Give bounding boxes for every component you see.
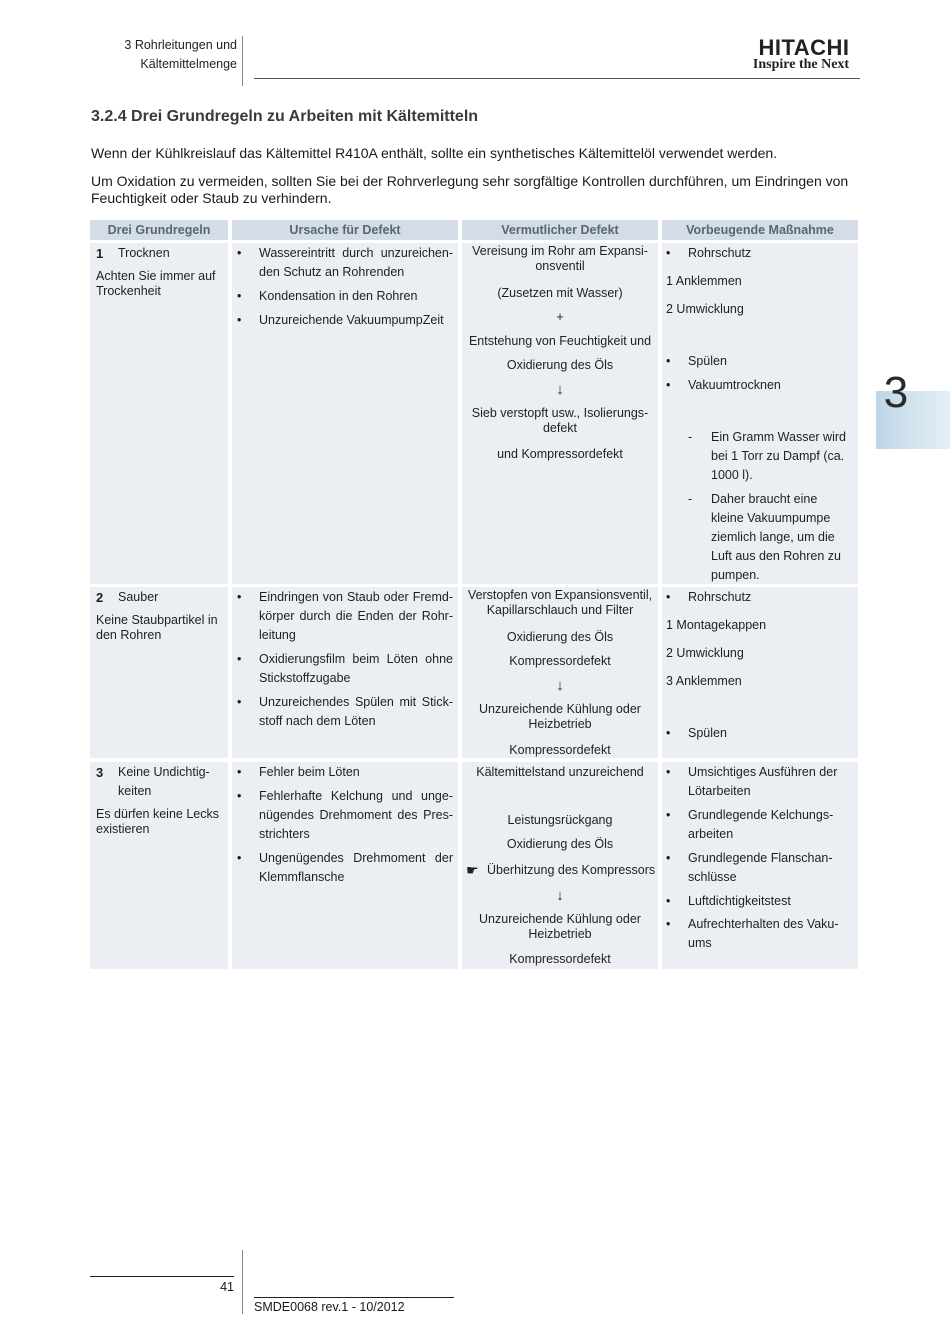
cause-item: Unzureichendes Spülen mit Stick-stoff nach dem Löten xyxy=(259,695,453,728)
rule-name: Sauber xyxy=(118,590,159,604)
defect-line: Unzureichende Kühlung oder Heizbetrieb xyxy=(479,912,641,941)
defect-line: Sieb verstopft usw., Isolierungs-defekt xyxy=(471,406,649,435)
cause-item: Ungenügendes Drehmoment der Klemmflansche xyxy=(259,851,453,884)
defect-line: Überhitzung des Kompressors xyxy=(487,863,656,877)
measure-item: Spülen xyxy=(688,726,727,740)
rule-description: Achten Sie immer auf Trockenheit xyxy=(96,269,216,298)
rule-number: 2 xyxy=(96,590,104,605)
bullet-icon: • xyxy=(666,765,671,779)
defect-line: + xyxy=(556,310,564,324)
column-header-cause: Ursache für Defekt xyxy=(232,220,458,240)
arrow-down-icon: ↓ xyxy=(556,887,564,904)
bullet-icon: • xyxy=(237,289,242,303)
arrow-down-icon: ↓ xyxy=(556,381,564,398)
footer-divider xyxy=(242,1250,243,1314)
oxidation-paragraph: Um Oxidation zu vermeiden, sollten Sie bei der Rohrverlegung sehr sorgfältige Kontrollen durchführen, um Eindringen von Feuchtigkeit oder Staub zu verhindern. xyxy=(91,173,849,206)
section-title: 3.2.4 Drei Grundregeln zu Arbeiten mit Kältemitteln xyxy=(91,108,479,125)
arrow-down-icon: ↓ xyxy=(556,677,564,694)
measure-step: 1 Anklemmen xyxy=(666,274,742,288)
cause-item: Wassereintritt durch unzureichen-den Schutz an Rohrenden xyxy=(259,246,453,279)
column-header-rules: Drei Grundregeln xyxy=(90,220,228,240)
bullet-icon: • xyxy=(666,917,671,931)
measure-step: 2 Umwicklung xyxy=(666,302,744,316)
bullet-icon: • xyxy=(237,789,242,803)
bullet-icon: • xyxy=(237,695,242,709)
table-cell-cause xyxy=(232,587,458,758)
measure-item: Vakuumtrocknen xyxy=(688,378,781,392)
header-rule xyxy=(254,78,860,79)
bullet-icon: • xyxy=(237,765,242,779)
measure-item: Grundlegende Kelchungs-arbeiten xyxy=(688,808,834,841)
cause-item: Fehlerhafte Kelchung und unge-nügendes Drehmoment des Pres-strichters xyxy=(259,789,453,841)
hitachi-logo: HITACHI xyxy=(758,35,850,60)
column-header-measure: Vorbeugende Maßnahme xyxy=(662,220,858,240)
column-header-defect: Vermutlicher Defekt xyxy=(462,220,658,240)
measure-item: Rohrschutz xyxy=(688,590,752,604)
defect-line: Unzureichende Kühlung oder Heizbetrieb xyxy=(479,702,641,731)
bullet-icon: • xyxy=(666,378,671,392)
cause-item: Fehler beim Löten xyxy=(259,765,360,779)
chapter-title-line2: Kältemittelmenge xyxy=(140,57,237,71)
table-cell-defect xyxy=(462,587,658,758)
defect-line: Kompressordefekt xyxy=(509,952,611,966)
measure-detail: Daher braucht eine kleine Vakuumpumpe ziemlich lange, um die Luft aus den Rohren zu pumpen. xyxy=(711,492,841,582)
measure-step: 3 Anklemmen xyxy=(666,674,742,688)
bullet-icon: • xyxy=(666,894,671,908)
dash-icon: - xyxy=(688,492,693,506)
defect-line: (Zusetzen mit Wasser) xyxy=(497,286,623,300)
measure-step: 2 Umwicklung xyxy=(666,646,744,660)
defect-line: Kältemittelstand unzureichend xyxy=(476,765,644,779)
bullet-icon: • xyxy=(666,246,671,260)
bullet-icon: • xyxy=(666,590,671,604)
rule-description: Es dürfen keine Lecks existieren xyxy=(96,807,219,836)
measure-item: Aufrechterhalten des Vaku-ums xyxy=(688,917,839,950)
cause-item: Oxidierungsfilm beim Löten ohne Stickstoffzugabe xyxy=(259,652,453,685)
intro-paragraph: Wenn der Kühlkreislauf das Kältemittel R410A enthält, sollte ein synthetisches Kältemittelöl verwendet werden. xyxy=(91,145,778,161)
defect-line: Leistungsrückgang xyxy=(507,813,613,827)
defect-line: Oxidierung des Öls xyxy=(506,837,614,851)
measure-item: Umsichtiges Ausführen der Lötarbeiten xyxy=(688,765,838,798)
rule-name: Keine Undichtig-keiten xyxy=(118,765,210,798)
measure-item: Grundlegende Flanschan-schlüsse xyxy=(688,851,833,884)
document-reference: SMDE0068 rev.1 - 10/2012 xyxy=(254,1300,405,1314)
bullet-icon: • xyxy=(237,652,242,666)
page-number: 41 xyxy=(220,1280,234,1294)
measure-detail: Ein Gramm Wasser wird bei 1 Torr zu Dampf (ca. 1000 l). xyxy=(711,430,846,482)
dash-icon: - xyxy=(688,430,693,444)
table-cell-measure xyxy=(662,762,858,969)
footer-rule-right xyxy=(254,1297,454,1298)
table-cell-measure xyxy=(662,243,858,584)
bullet-icon: • xyxy=(666,726,671,740)
rule-description: Keine Staubpartikel in den Rohren xyxy=(96,613,218,642)
bullet-icon: • xyxy=(237,246,242,260)
table-cell-rule xyxy=(90,243,228,584)
table-cell-rule xyxy=(90,762,228,969)
measure-item: Spülen xyxy=(688,354,727,368)
defect-line: Verstopfen von Expansionsventil, Kapillarschlauch und Filter xyxy=(467,588,653,617)
cause-item: Unzureichende VakuumpumpZeit xyxy=(259,313,444,327)
measure-step: 1 Montagekappen xyxy=(666,618,767,632)
defect-line: Kompressordefekt xyxy=(509,654,611,668)
defect-line: Oxidierung des Öls xyxy=(506,630,614,644)
table-cell-cause xyxy=(232,762,458,969)
bullet-icon: • xyxy=(237,590,242,604)
table-cell-measure xyxy=(662,587,858,758)
chapter-title-line1: 3 Rohrleitungen und xyxy=(124,38,237,52)
rule-number: 3 xyxy=(96,765,104,780)
defect-line: Kompressordefekt xyxy=(509,743,611,757)
logo-tagline: Inspire the Next xyxy=(752,57,850,72)
table-cell-defect xyxy=(462,762,658,969)
pointing-hand-icon: ☛ xyxy=(466,862,479,878)
chapter-tab-number: 3 xyxy=(883,368,909,417)
rule-name: Trocknen xyxy=(118,246,170,260)
table-cell-defect xyxy=(462,243,658,584)
bullet-icon: • xyxy=(666,808,671,822)
defect-line: und Kompressordefekt xyxy=(497,447,623,461)
rule-number: 1 xyxy=(96,246,104,261)
running-header xyxy=(100,36,237,74)
bullet-icon: • xyxy=(237,851,242,865)
measure-item: Rohrschutz xyxy=(688,246,752,260)
bullet-icon: • xyxy=(666,354,671,368)
measure-item: Luftdichtigkeitstest xyxy=(688,894,791,908)
header-divider xyxy=(242,36,243,86)
bullet-icon: • xyxy=(666,851,671,865)
footer-rule-left xyxy=(90,1276,234,1277)
table-cell-rule xyxy=(90,587,228,758)
cause-item: Kondensation in den Rohren xyxy=(259,289,418,303)
table-cell-cause xyxy=(232,243,458,584)
defect-line: Vereisung im Rohr am Expansi-onsventil xyxy=(472,244,648,273)
cause-item: Eindringen von Staub oder Fremd-körper durch die Enden der Rohr-leitung xyxy=(259,590,453,642)
bullet-icon: • xyxy=(237,313,242,327)
defect-line: Oxidierung des Öls xyxy=(506,358,614,372)
defect-line: Entstehung von Feuchtigkeit und xyxy=(468,334,652,348)
